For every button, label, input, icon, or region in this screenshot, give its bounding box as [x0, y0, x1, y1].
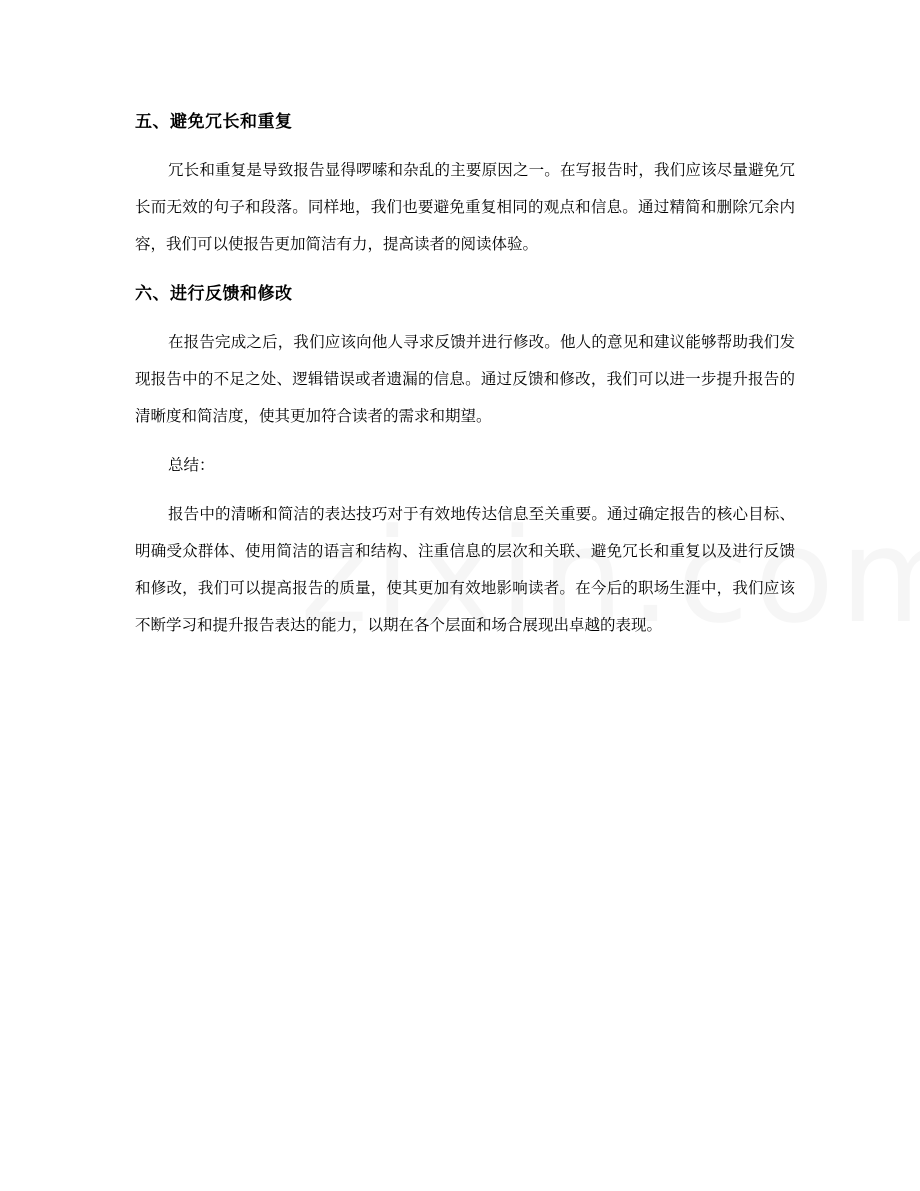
section-paragraph-6: 在报告完成之后，我们应该向他人寻求反馈并进行修改。他人的意见和建议能够帮助我们发现报告中的不足之处、逻辑错误或者遗漏的信息。通过反馈和修改，我们可以进一步提升报告的清晰度和简洁度，使其更加符合读者的需求和期望。	[135, 333, 795, 425]
section-heading-6: 六、进行反馈和修改	[135, 284, 293, 304]
section-paragraph-5: 冗长和重复是导致报告显得啰嗦和杂乱的主要原因之一。在写报告时，我们应该尽量避免冗长而无效的句子和段落。同样地，我们也要避免重复相同的观点和信息。通过精简和删除冗余内容，我们可以使报告更加简洁有力，提高读者的阅读体验。	[135, 161, 795, 253]
section-heading-5: 五、避免冗长和重复	[135, 112, 293, 132]
summary-paragraph: 报告中的清晰和简洁的表达技巧对于有效地传达信息至关重要。通过确定报告的核心目标、明确受众群体、使用简洁的语言和结构、注重信息的层次和关联、避免冗长和重复以及进行反馈和修改，我们可以提高报告的质量，使其更加有效地影响读者。在今后的职场生涯中，我们应该不断学习和提升报告表达的能力，以期在各个层面和场合展现出卓越的表现。	[135, 505, 795, 634]
summary-label: 总结：	[168, 456, 215, 474]
document-body	[135, 104, 795, 644]
